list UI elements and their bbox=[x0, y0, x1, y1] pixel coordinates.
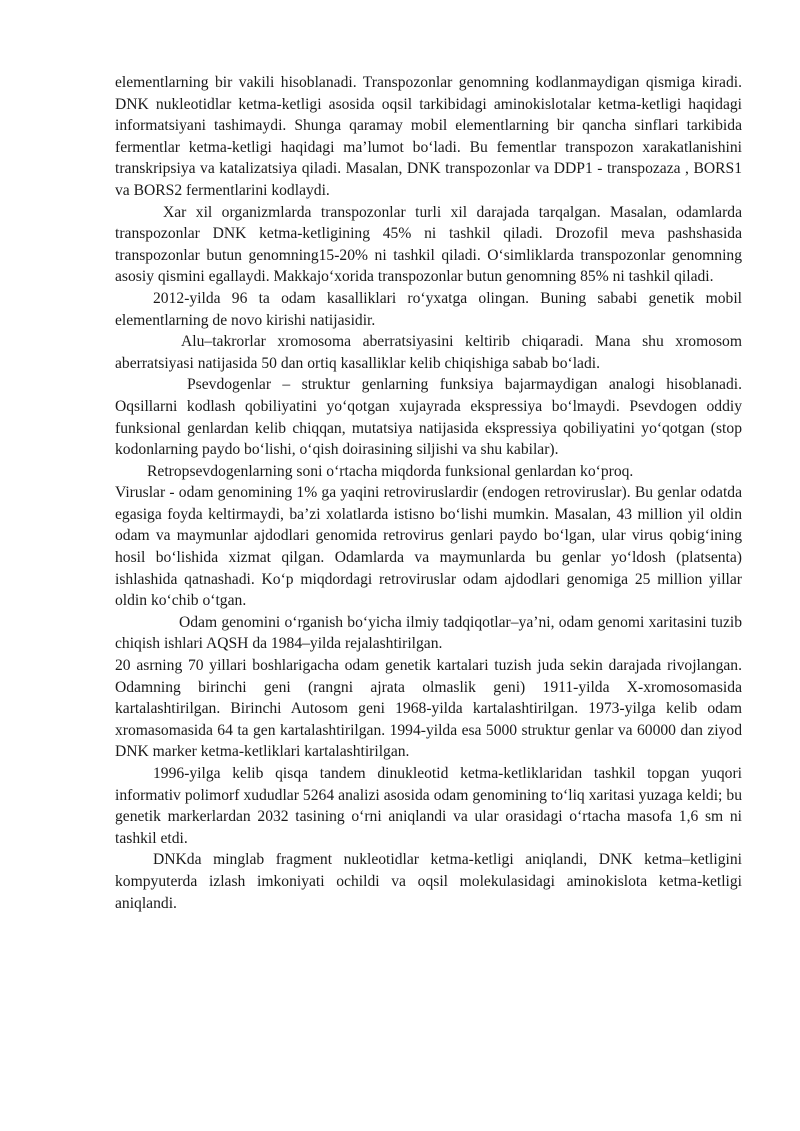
paragraph-transposon-distribution: Xar xil organizmlarda transpozonlar turli xil darajada tarqalgan. Masalan, odamlarda transpozonlar DNK ketma-ketligining 45% ni tashkil qiladi. Drozofil meva pashshasida transpozonlar butun genomning15-20% ni tashkil qiladi. O‘simliklarda transpozonlar genomning asosiy qismini egallaydi. Makkajo‘xorida transpozonlar butun genomning 85% ni tashkil qiladi. bbox=[115, 203, 742, 286]
paragraph-pseudogenes: Psevdogenlar – struktur genlarning funksiya bajarmaydigan analogi hisoblanadi. Oqsillarni kodlash qobiliyatini yo‘qotgan xujayrada ekspressiya bo‘lmaydi. Psevdogen oddiy funksional genlardan kelib chiqqan, mutatsiya natijasida ekspressiya qobiliyatini yo‘qotgan (stop kodonlarning paydo bo‘lishi, o‘qish doirasining siljishi va shu kabilar). bbox=[115, 376, 742, 459]
paragraph-alu-repeats: Alu–takrorlar xromosoma aberratsiyasini keltirib chiqaradi. Mana shu xromosom aberratsiyasi natijasida 50 dan ortiq kasalliklar kelib chiqishiga sabab bo‘ladi. bbox=[115, 333, 742, 372]
paragraph-2012-diseases: 2012-yilda 96 ta odam kasalliklari ro‘yxatga olingan. Buning sababi genetik mobil elementlarning de novo kirishi natijasidir. bbox=[115, 289, 742, 329]
paragraph-viruses: Viruslar - odam genomining 1% ga yaqini retroviruslardir (endogen retroviruslar). Bu genlar odatda egasiga foyda keltirmaydi, ba’zi xolatlarda istisno bo‘lishi mumkin. Masalan, 43 million yil oldin odam va maymunlar ajdodlari genomida retrovirus genlari paydo bo‘lgan, ular virus qobig‘ining hosil bo‘lishida xizmat qilgan. Odamlarda va maymunlarda bu genlar yo‘ldosh (platsenta) ishlashida qatnashadi. Ko‘p miqdordagi retroviruslar odam ajdodlari genomiga 25 million yillar oldin ko‘chib o‘tgan. bbox=[115, 484, 742, 610]
paragraph-mobile-elements: elementlarning bir vakili hisoblanadi. Transpozonlar genomning kodlanmaydigan qismiga kiradi. DNK nukleotidlar ketma-ketligi asosida oqsil tarkibidagi aminokislotalar ketma-ketligi haqidagi informatsiyani tashimaydi. Shunga qaramay mobil elementlarning bir qancha sinflari tarkibida fermentlar ketma-ketligi haqidagi ma’lumot bo‘ladi. Bu fementlar transpozon xarakatlanishini transkripsiya va katalizatsiya qiladi. Masalan, DNK transpozonlar va DDP1 - transpozaza , BORS1 va BORS2 fermentlarini kodlaydi. bbox=[115, 74, 742, 199]
paragraph-retropseudogenes: Retropsevdogenlarning soni o‘rtacha miqdorda funksional genlardan ko‘proq. bbox=[147, 462, 634, 480]
paragraph-genetic-maps: 20 asrning 70 yillari boshlarigacha odam genetik kartalari tuzish juda sekin darajada rivojlangan. Odamning birinchi geni (rangni ajrata olmaslik geni) 1911-yilda X-xromosomasida kartalashtirilgan. Birinchi Autosom geni 1968-yilda kartalashtirilgan. 1973-yilga kelib odam xromasomasida 64 ta gen kartalashtirilgan. 1994-yilda esa 5000 struktur genlar va 60000 dan ziyod DNK marker ketma-ketliklari kartalashtirilgan. bbox=[115, 657, 742, 761]
paragraph-genome-research: Odam genomini o‘rganish bo‘yicha ilmiy tadqiqotlar–ya’ni, odam genomi xaritasini tuzib chiqish ishlari AQSH da 1984–yilda rejalashtirilgan. bbox=[115, 613, 742, 653]
paragraph-1996-map: 1996-yilga kelib qisqa tandem dinukleotid ketma-ketliklaridan tashkil topgan yuqori informativ polimorf xududlar 5264 analizi asosida odam genomining to‘liq xaritasi yuzaga keldi; bu genetik markerlardan 2032 tasining o‘rni aniqlandi va ular orasidagi o‘rtacha masofa 1,6 sm ni tashkil etdi. bbox=[115, 765, 742, 847]
paragraph-dna-sequencing: DNKda minglab fragment nukleotidlar ketma-ketligi aniqlandi, DNK ketma–ketligini kompyuterda izlash imkoniyati ochildi va oqsil molekulasidagi aminokislota ketma-ketligi aniqlandi. bbox=[115, 851, 742, 912]
